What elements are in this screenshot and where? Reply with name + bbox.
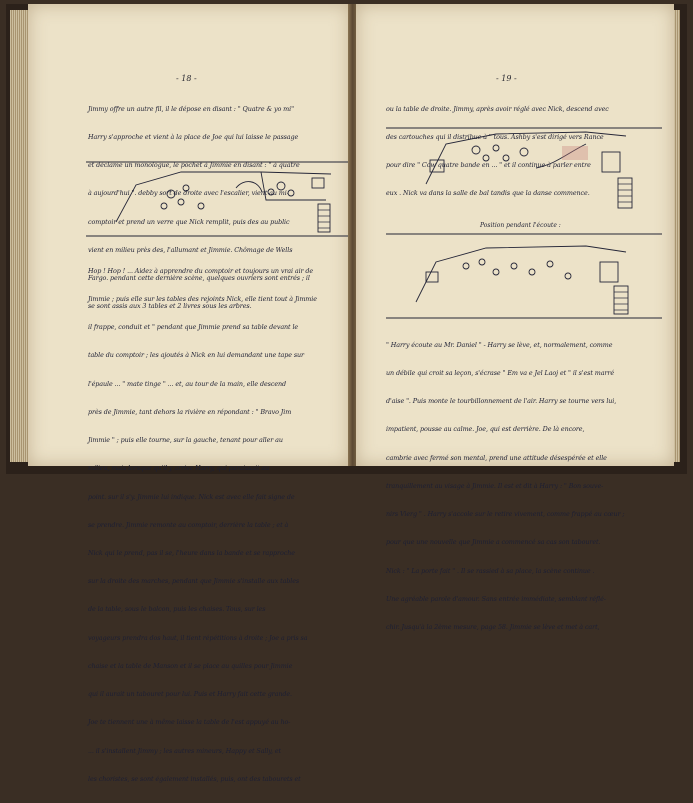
text-line: Harry s'approche et vient à la place de Joe qui lui laisse le passage bbox=[88, 133, 299, 142]
text-line: des cartouches qui il distribue à " tous. Ashby s'est dirigé vers Rance bbox=[386, 133, 604, 142]
chair-mark bbox=[198, 203, 204, 209]
text-line: Nick : " La porte fait " . Il se rassied à sa place, la scène continue . bbox=[386, 566, 595, 575]
stage-wall-outline bbox=[416, 246, 626, 302]
text-line: Jimmie ; puis elle sur les tables des rejoints Nick, elle tient tout à Jimmie bbox=[88, 295, 317, 304]
chair-mark bbox=[529, 269, 535, 275]
stool-mark bbox=[312, 178, 324, 188]
text-line: de la table, sous le balcon, puis les chaises. Tous, sur les bbox=[88, 605, 266, 614]
chair-mark bbox=[483, 155, 489, 161]
text-line: les choristes, se sont également installés, puis, ont des tabourets et bbox=[88, 774, 301, 783]
left-page-edges bbox=[10, 10, 30, 462]
table-mark bbox=[520, 148, 528, 156]
chair-mark bbox=[288, 190, 294, 196]
text-line: milieu, mais lorsque qu'il y arrive Harry, qui paraissait au bbox=[88, 464, 270, 473]
text-line: eux . Nick va dans la salle de bal tandis que la danse commence. bbox=[386, 189, 590, 198]
text-line: à aujourd'hui ". debby sort de droite avec l'escalier, vient au mi- bbox=[88, 189, 289, 198]
right-text-block-2 bbox=[386, 322, 670, 651]
text-line: qui il aurait un tabouret pour lui. Puis et Harry fait cette grande. bbox=[88, 690, 292, 699]
stage-diagram-right-top bbox=[386, 124, 662, 214]
chair-mark bbox=[161, 203, 167, 209]
table-mark bbox=[426, 272, 438, 282]
text-line: pour dire " Cow quatre bande en ... " et il continue à parler entre bbox=[386, 161, 591, 170]
text-line: pour que une nouvelle que Jimmie a commencé sa cas son tabouret. bbox=[386, 538, 601, 547]
text-line: sur la droite des marches, pendant que Jimmie s'installe aux tables bbox=[88, 577, 300, 586]
text-line: Jimmie " ; puis elle tourne, sur la gauche, tenant pour aller au bbox=[88, 436, 283, 445]
text-line: table du comptoir ; les ajoutés à Nick en lui demandant une tape sur bbox=[88, 351, 305, 360]
left-page bbox=[28, 4, 351, 783]
text-line: près de Jimmie, tant dehors la rivière en répondant : " Bravo Jim bbox=[88, 407, 292, 416]
chair-mark bbox=[479, 259, 485, 265]
bar-counter bbox=[600, 262, 618, 282]
text-line: se prendre. Jimmie remonte au comptoir, derrière la table ; et à bbox=[88, 520, 289, 529]
diagram-caption: Position pendant l'écoute : bbox=[480, 222, 561, 229]
text-line: un débile qui croit sa leçon, s'écrase " Em va e Jel Laoj et " il s'est marré bbox=[386, 369, 614, 378]
text-line: Hop ! Hop ! ... Aidez à apprendre du comptoir et toujours un vrai air de bbox=[88, 266, 314, 275]
text-line: impatient, pousse au calme. Joe, qui est derrière. De là encore, bbox=[386, 425, 585, 434]
text-line: se sont assis aux 3 tables et 2 livres sous les arbres. bbox=[88, 302, 252, 311]
text-line: ou la table de droite. Jimmy, après avoir réglé avec Nick, descend avec bbox=[386, 104, 609, 113]
text-line: l'épaule ... " mate tinge " ... et, au tour de la main, elle descend bbox=[88, 379, 287, 388]
text-line: et déclame un monologue, le pochet à Jimmie en disant : " à quatre bbox=[88, 161, 300, 170]
text-line: Nick qui le prend, pas il se, l'heure dans la bande et se rapproche bbox=[88, 549, 295, 557]
chair-mark bbox=[547, 261, 553, 267]
text-line: il frappe, conduit et " pendant que Jimmie prend sa table devant le bbox=[88, 323, 299, 332]
text-line: ... il s'installent Jimmy ; les autres mineurs, Happy et Sally, et bbox=[88, 746, 281, 755]
stage-diagram-right-bottom bbox=[386, 232, 662, 322]
stage-diagram-left bbox=[86, 160, 348, 240]
chair-mark bbox=[493, 269, 499, 275]
left-text-block-2 bbox=[88, 245, 350, 803]
text-line: tranquillement au visage à Jimmie. Il est et dit à Harry : " Bon souve- bbox=[386, 481, 604, 490]
chair-mark bbox=[493, 145, 499, 151]
right-page-number: - 19 - bbox=[496, 74, 517, 83]
left-page-number: - 18 - bbox=[176, 74, 197, 83]
text-line: Fargo. pendant cette dernière scène, quelques ouvriers sont entrés ; il bbox=[88, 274, 310, 283]
text-line: point. sur il s'y. Jimmie lui indique. Nick est avec elle fait signe de bbox=[88, 492, 295, 501]
text-line: d'aise ". Puis monte le tourbillonnement de l'air. Harry se tourne vers lui, bbox=[386, 397, 617, 406]
table-mark bbox=[472, 146, 480, 154]
text-line: " Harry écoute au Mr. Daniel " - Harry se lève, et, normalement, comme bbox=[386, 340, 613, 349]
highlight-mark bbox=[562, 146, 588, 160]
chair-mark bbox=[565, 273, 571, 279]
table-mark bbox=[167, 190, 175, 198]
text-line: Joe te tiennent une à même laisse la table de l'est appuyé au ho- bbox=[88, 718, 291, 727]
movement-arrow bbox=[236, 182, 262, 192]
text-line: nirs Vierg " . Harry s'accole sur le retire vivement, comme frappé au cœur ; bbox=[386, 510, 625, 519]
table-mark bbox=[277, 182, 285, 190]
chair-mark bbox=[178, 199, 184, 205]
right-page bbox=[356, 4, 674, 631]
text-line: chir. Jusqu'à la 2ème mesure, page 58. Jimmie se lève et met à cart, bbox=[386, 623, 600, 631]
staircase bbox=[618, 178, 632, 208]
chair-mark bbox=[503, 155, 509, 161]
chair-mark bbox=[511, 263, 517, 269]
chair-mark bbox=[463, 263, 469, 269]
text-line: vient en milieu près des, l'allumant et Jimmie. Chômage de Wells bbox=[88, 245, 293, 254]
stage-wall-outline bbox=[116, 172, 331, 222]
bar-counter bbox=[261, 172, 326, 200]
text-line: cambrie avec fermé son mental, prend une attitude désespérée et elle bbox=[386, 453, 607, 462]
text-line: voyageurs prendra dos haut, il tient répétitions à droite ; Joe a pris sa bbox=[88, 633, 308, 642]
text-line: Jimmy offre un autre fil, il le dépose en disant : " Quatre & yo mi" bbox=[88, 104, 294, 113]
text-line: Une agréable parole d'amour. Sans entrée immédiate, semblant réflé- bbox=[386, 594, 606, 603]
chair-mark bbox=[183, 185, 189, 191]
bar-counter bbox=[602, 152, 620, 172]
text-line: comptoir et prend un verre que Nick remplit, puis des au public bbox=[88, 217, 290, 226]
text-line: chaise et la table de Manson et il se place au quilles pour Jimmie bbox=[88, 661, 293, 670]
stage-wall-outline bbox=[426, 132, 626, 184]
chair-mark bbox=[268, 189, 274, 195]
